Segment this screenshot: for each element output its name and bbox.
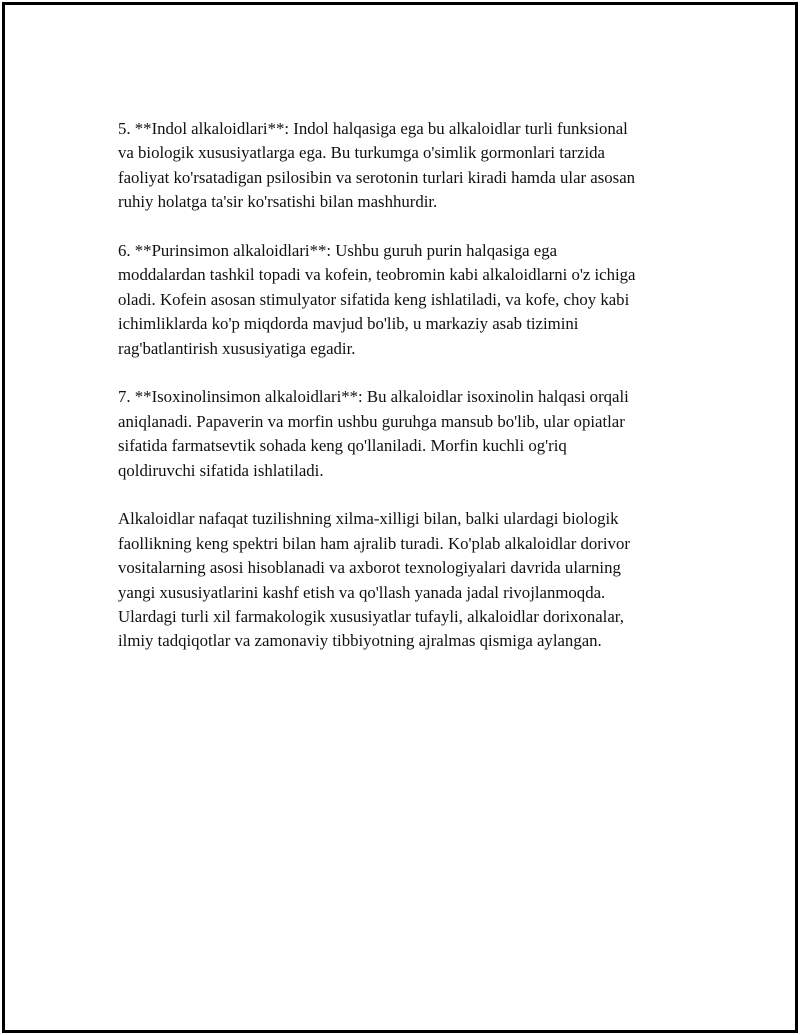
paragraph-isoquinoline-alkaloids [118, 385, 698, 483]
document-body [118, 117, 698, 654]
text-line: faollikning keng spektri bilan ham ajralib turadi. Ko'plab alkaloidlar dorivor [118, 533, 630, 553]
text-line: 6. **Purinsimon alkaloidlari**: Ushbu guruh purin halqasiga ega [118, 241, 558, 261]
text-line: 5. **Indol alkaloidlari**: Indol halqasiga ega bu alkaloidlar turli funksional [118, 119, 628, 138]
text-line: va biologik xususiyatlarga ega. Bu turkumga o'simlik gormonlari tarzida [118, 143, 605, 163]
text-line: ichimliklarda ko'p miqdorda mavjud bo'lib, u markaziy asab tizimini [118, 314, 579, 334]
text-line: Ulardagi turli xil farmakologik xususiyatlar tufayli, alkaloidlar dorixonalar, [118, 607, 624, 627]
text-line: rag'batlantirish xususiyatiga egadir. [118, 338, 356, 358]
text-line: Alkaloidlar nafaqat tuzilishning xilma-xilligi bilan, balki ulardagi biologik [118, 509, 619, 529]
text-line: aniqlanadi. Papaverin va morfin ushbu guruhga mansub bo'lib, ular opiatlar [118, 411, 625, 431]
paragraph-conclusion [118, 507, 698, 653]
text-line: vositalarning asosi hisoblanadi va axborot texnologiyalari davrida ularning [118, 558, 621, 578]
paragraph-indol-alkaloids [118, 117, 698, 215]
paragraph-purine-alkaloids [118, 239, 698, 361]
text-line: qoldiruvchi sifatida ishlatiladi. [118, 460, 324, 480]
text-line: oladi. Kofein asosan stimulyator sifatida keng ishlatiladi, va kofe, choy kabi [118, 289, 630, 309]
text-line: ilmiy tadqiqotlar va zamonaviy tibbiyotning ajralmas qismiga aylangan. [118, 631, 602, 651]
paragraph-spacer [118, 215, 698, 239]
text-line: faoliyat ko'rsatadigan psilosibin va serotonin turlari kiradi hamda ular asosan [118, 167, 636, 187]
paragraph-spacer [118, 361, 698, 385]
paragraph-spacer [118, 483, 698, 507]
text-line: 7. **Isoxinolinsimon alkaloidlari**: Bu alkaloidlar isoxinolin halqasi orqali [118, 387, 629, 407]
text-line: sifatida farmatsevtik sohada keng qo'llaniladi. Morfin kuchli og'riq [118, 436, 567, 456]
text-line: ruhiy holatga ta'sir ko'rsatishi bilan mashhurdir. [118, 192, 438, 212]
text-line: moddalardan tashkil topadi va kofein, teobromin kabi alkaloidlarni o'z ichiga [118, 265, 636, 285]
text-line: yangi xususiyatlarini kashf etish va qo'llash yanada jadal rivojlanmoqda. [118, 582, 606, 602]
